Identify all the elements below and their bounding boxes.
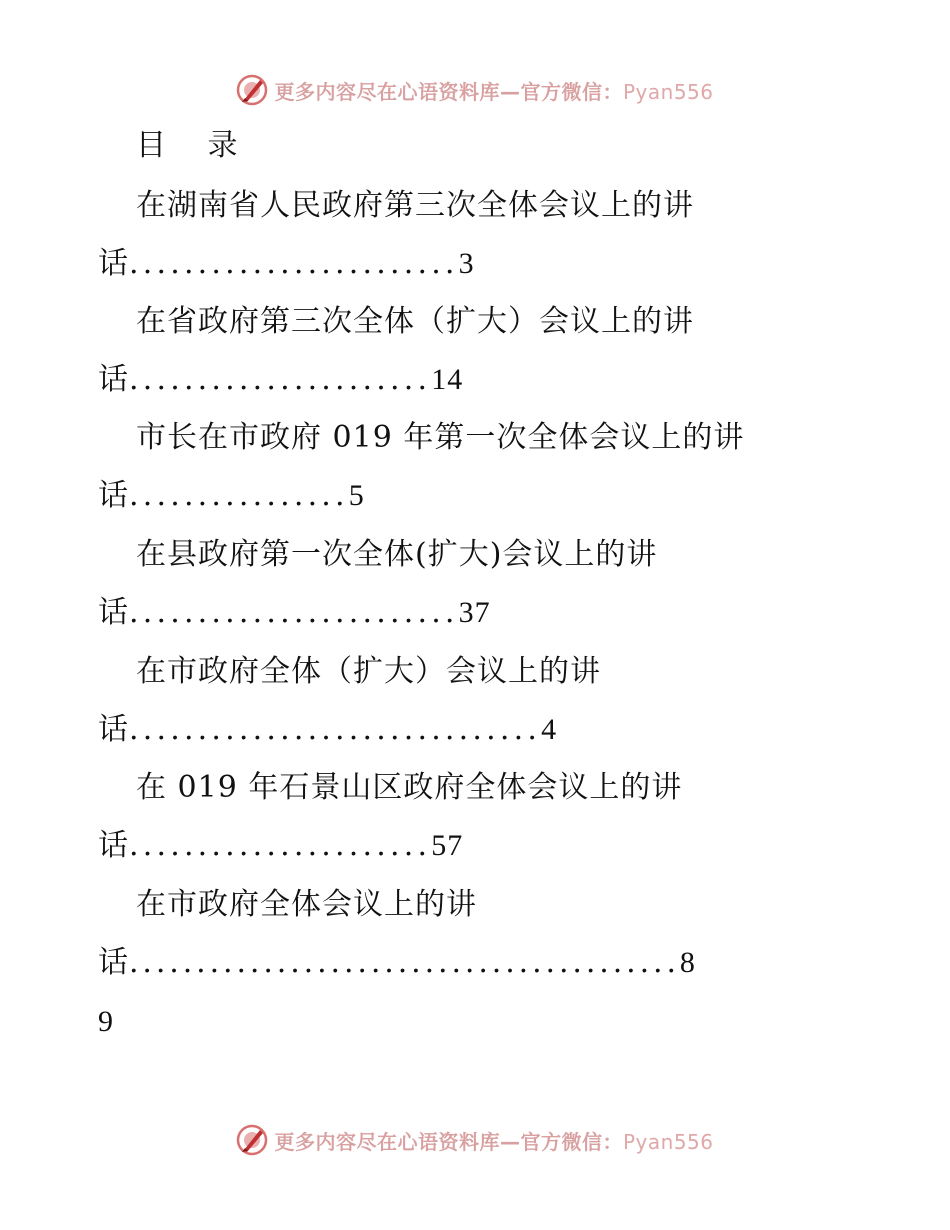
watermark-wechat-id: Pyan556 — [622, 79, 714, 104]
toc-entry-3-page: 5 — [348, 479, 365, 512]
toc-entry-7-leader[interactable]: 话.........................................8 — [98, 945, 696, 980]
toc-entry-2-page: 14 — [431, 363, 464, 396]
toc-entry-7-page: 8 — [679, 946, 696, 979]
toc-entry-7-title[interactable]: 在市政府全体会议上的讲 — [136, 887, 477, 922]
toc-entry-2-title[interactable]: 在省政府第三次全体（扩大）会议上的讲 — [136, 304, 694, 339]
toc-entry-6-leader[interactable]: 话......................57 — [98, 828, 464, 863]
toc-entry-1-leader[interactable]: 话........................3 — [98, 246, 475, 281]
brush-logo-icon — [236, 74, 268, 106]
toc-entry-3-title[interactable]: 市长在市政府 019 年第一次全体会议上的讲 — [136, 420, 745, 455]
watermark-text: 更多内容尽在心语资料库—官方微信：Pyan556 — [274, 79, 714, 104]
watermark-footer — [0, 1120, 950, 1160]
toc-entry-5-title[interactable]: 在市政府全体（扩大）会议上的讲 — [136, 654, 601, 689]
toc-entry-6-page: 57 — [431, 829, 464, 862]
watermark-wechat-id: Pyan556 — [622, 1129, 714, 1154]
toc-entry-4-title[interactable]: 在县政府第一次全体(扩大)会议上的讲 — [136, 537, 658, 572]
watermark-text: 更多内容尽在心语资料库—官方微信：Pyan556 — [274, 1129, 714, 1154]
toc-entry-1-page: 3 — [458, 247, 475, 280]
toc-entry-3-leader[interactable]: 话................5 — [98, 478, 365, 513]
toc-entry-7-page-wrap: 9 — [98, 1005, 114, 1038]
toc-entry-5-leader[interactable]: 话..............................4 — [98, 712, 558, 747]
toc-entry-4-page: 37 — [458, 596, 491, 629]
watermark-header — [0, 70, 950, 110]
toc-entry-1-title[interactable]: 在湖南省人民政府第三次全体会议上的讲 — [136, 188, 694, 223]
brush-logo-icon — [236, 1124, 268, 1156]
toc-entry-4-leader[interactable]: 话........................37 — [98, 595, 491, 630]
toc-entry-5-page: 4 — [541, 713, 558, 746]
toc-entry-6-title[interactable]: 在 019 年石景山区政府全体会议上的讲 — [136, 770, 683, 805]
toc-heading: 目 录 — [136, 128, 254, 163]
toc-entry-2-leader[interactable]: 话......................14 — [98, 362, 464, 397]
